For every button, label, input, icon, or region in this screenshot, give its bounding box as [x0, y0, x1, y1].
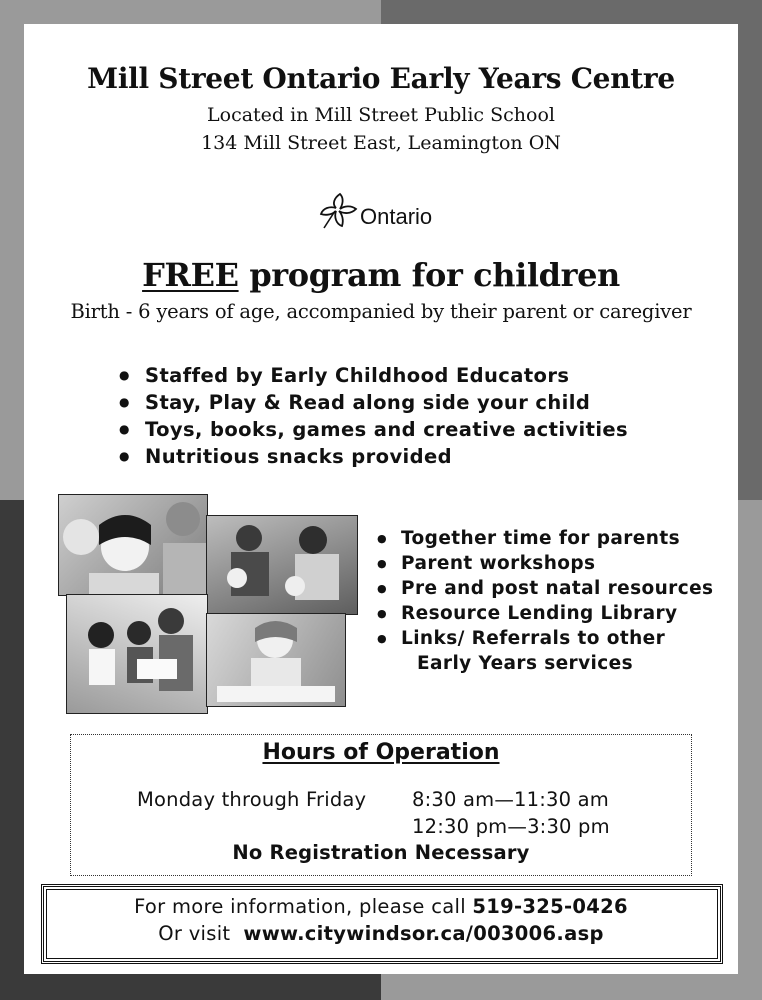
trillium-icon: [318, 190, 362, 232]
list-item-continuation: Early Years services: [417, 653, 633, 674]
hours-time-morning: 8:30 am—11:30 am: [412, 788, 609, 811]
photo-smiling-children: [58, 494, 208, 596]
list-item: ● Stay, Play & Read along side your child: [119, 391, 591, 414]
flyer-page: [24, 24, 738, 974]
list-item: ● Toys, books, games and creative activities: [119, 418, 629, 441]
location-line-1: Located in Mill Street Public School: [207, 104, 555, 126]
bullet-icon: ●: [377, 582, 387, 595]
age-line: Birth - 6 years of age, accompanied by their parent or caregiver: [70, 300, 692, 323]
ontario-logo-text: Ontario: [360, 204, 433, 229]
free-word: FREE: [142, 256, 239, 294]
bullet-icon: ●: [377, 632, 387, 645]
headline-rest: program for children: [238, 256, 620, 294]
page-title: Mill Street Ontario Early Years Centre: [87, 62, 675, 95]
contact-phone-line: For more information, please call 519-325-0426: [134, 895, 628, 918]
bullet-icon: ●: [377, 557, 387, 570]
list-item: ● Parent workshops: [377, 553, 596, 574]
registration-note: No Registration Necessary: [232, 841, 530, 864]
photo-child-drawing: [206, 613, 346, 707]
contact-web-line: Or visit www.citywindsor.ca/003006.asp: [158, 922, 604, 945]
bullet-icon: ●: [119, 368, 130, 382]
list-item: ● Pre and post natal resources: [377, 578, 714, 599]
list-item: ● Links/ Referrals to other: [377, 628, 666, 649]
bullet-icon: ●: [119, 449, 130, 463]
photo-parents-babies: [206, 515, 358, 615]
bullet-icon: ●: [119, 395, 130, 409]
photo-family-reading: [66, 594, 208, 714]
website-link[interactable]: www.citywindsor.ca/003006.asp: [243, 922, 604, 945]
ontario-logo: [318, 190, 448, 236]
list-item: ● Nutritious snacks provided: [119, 445, 452, 468]
hours-title: Hours of Operation: [262, 740, 500, 765]
bullet-icon: ●: [377, 532, 387, 545]
list-item: ● Staffed by Early Childhood Educators: [119, 364, 570, 387]
phone-number: 519-325-0426: [472, 895, 628, 918]
bullet-icon: ●: [377, 607, 387, 620]
list-item: ● Resource Lending Library: [377, 603, 678, 624]
list-item: ● Together time for parents: [377, 528, 680, 549]
program-headline: [24, 256, 738, 294]
location-line-2: 134 Mill Street East, Leamington ON: [201, 132, 561, 154]
hours-time-afternoon: 12:30 pm—3:30 pm: [412, 815, 610, 838]
bullet-icon: ●: [119, 422, 130, 436]
hours-days: Monday through Friday: [137, 788, 367, 811]
features-list: [119, 362, 628, 470]
services-list: [377, 526, 713, 676]
